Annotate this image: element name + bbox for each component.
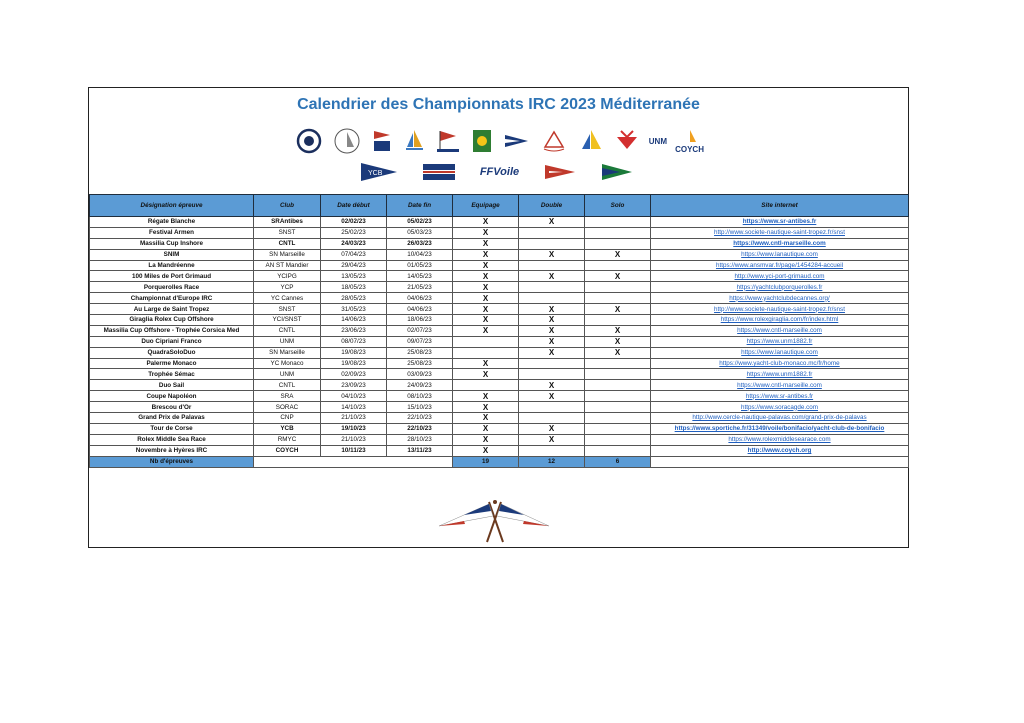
- event-date-fin: 28/10/23: [387, 434, 453, 445]
- event-date-debut: 19/08/23: [321, 358, 387, 369]
- event-date-fin: 04/06/23: [387, 304, 453, 315]
- event-site-link[interactable]: https://yachtclubporquerolles.fr: [736, 283, 823, 291]
- event-club: AN ST Mandier: [254, 260, 321, 271]
- logo-sra: [470, 127, 494, 155]
- event-site-link[interactable]: https://www.cntl-marseille.com: [737, 381, 822, 389]
- total-solo: 6: [585, 456, 651, 467]
- table-body: [90, 217, 909, 457]
- event-site: [651, 380, 909, 391]
- table-row: [90, 445, 909, 456]
- event-site-link[interactable]: https://www.sr-antibes.fr: [742, 218, 817, 226]
- total-double: 12: [519, 456, 585, 467]
- event-site-link[interactable]: https://www.yacht-club-monaco.mc/fr/home: [719, 360, 840, 368]
- event-site-link[interactable]: https://www.cntl-marseille.com: [737, 327, 822, 335]
- event-double: X: [519, 434, 585, 445]
- event-site: [651, 336, 909, 347]
- event-site: [651, 325, 909, 336]
- event-equipage: X: [453, 282, 519, 293]
- logo-yacht-club: [332, 127, 362, 155]
- event-name: Festival Armen: [90, 227, 254, 238]
- event-date-fin: 05/03/23: [387, 227, 453, 238]
- event-equipage: X: [453, 238, 519, 249]
- event-name: Tour de Corse: [90, 423, 254, 434]
- event-club: SNST: [254, 227, 321, 238]
- event-date-debut: 24/03/23: [321, 238, 387, 249]
- event-club: SORAC: [254, 402, 321, 413]
- event-solo: [585, 380, 651, 391]
- event-double: [519, 369, 585, 380]
- logo-pennant: [502, 127, 530, 155]
- logo-sailing: [402, 127, 426, 155]
- event-site: [651, 358, 909, 369]
- coych-sail-icon: [682, 129, 698, 143]
- event-date-debut: 23/09/23: [321, 380, 387, 391]
- event-double: X: [519, 217, 585, 228]
- event-date-fin: 25/08/23: [387, 358, 453, 369]
- event-solo: [585, 282, 651, 293]
- event-name: Porquerolles Race: [90, 282, 254, 293]
- event-name: Novembre à Hyères IRC: [90, 445, 254, 456]
- event-date-fin: 14/05/23: [387, 271, 453, 282]
- event-name: Brescou d'Or: [90, 402, 254, 413]
- event-site: [651, 445, 909, 456]
- event-double: X: [519, 336, 585, 347]
- event-double: [519, 445, 585, 456]
- event-solo: [585, 445, 651, 456]
- event-site: [651, 423, 909, 434]
- event-site-link[interactable]: https://www.sr-antibes.fr: [745, 392, 814, 400]
- event-equipage: X: [453, 325, 519, 336]
- event-solo: [585, 402, 651, 413]
- event-date-debut: 19/10/23: [321, 423, 387, 434]
- logo-yc-monaco: [539, 127, 569, 155]
- logo-unm: UNM: [648, 136, 667, 146]
- event-equipage: X: [453, 369, 519, 380]
- logo-flag-red: [543, 162, 577, 182]
- event-equipage: X: [453, 304, 519, 315]
- event-solo: [585, 413, 651, 424]
- event-date-debut: 02/02/23: [321, 217, 387, 228]
- event-date-fin: 18/06/23: [387, 315, 453, 326]
- event-date-fin: 02/07/23: [387, 325, 453, 336]
- club-logos-row-1: [294, 126, 704, 156]
- event-site-link[interactable]: http://www.coych.org: [747, 447, 812, 455]
- event-site-link[interactable]: https://www.rolexgiraglia.com/fr/index.html: [720, 316, 839, 324]
- event-date-debut: 25/02/23: [321, 227, 387, 238]
- event-date-debut: 14/10/23: [321, 402, 387, 413]
- event-name: Trophée Sémac: [90, 369, 254, 380]
- table-row: [90, 358, 909, 369]
- event-site: [651, 249, 909, 260]
- event-double: X: [519, 325, 585, 336]
- event-equipage: X: [453, 413, 519, 424]
- event-club: SRAntibes: [254, 217, 321, 228]
- event-double: [519, 260, 585, 271]
- event-site: [651, 293, 909, 304]
- table-row: [90, 391, 909, 402]
- event-date-fin: 03/09/23: [387, 369, 453, 380]
- table-row: [90, 402, 909, 413]
- event-name: Au Large de Saint Tropez: [90, 304, 254, 315]
- event-date-debut: 28/05/23: [321, 293, 387, 304]
- table-row: [90, 282, 909, 293]
- total-equipage: 19: [453, 456, 519, 467]
- event-club: COYCH: [254, 445, 321, 456]
- event-double: [519, 282, 585, 293]
- event-name: Massilia Cup Offshore - Trophée Corsica Med: [90, 325, 254, 336]
- event-equipage: X: [453, 423, 519, 434]
- col-date-debut: Date début: [321, 195, 387, 217]
- event-equipage: X: [453, 260, 519, 271]
- event-name: Palerme Monaco: [90, 358, 254, 369]
- event-club: CNP: [254, 413, 321, 424]
- event-solo: [585, 391, 651, 402]
- event-site: [651, 282, 909, 293]
- event-site: [651, 260, 909, 271]
- event-name: SNIM: [90, 249, 254, 260]
- event-equipage: X: [453, 249, 519, 260]
- calendar-sheet: [88, 87, 909, 548]
- event-date-fin: 22/10/23: [387, 413, 453, 424]
- event-date-debut: 08/07/23: [321, 336, 387, 347]
- col-site: Site internet: [651, 195, 909, 217]
- event-club: RMYC: [254, 434, 321, 445]
- table-row: [90, 271, 909, 282]
- logo-ycp: [600, 162, 634, 182]
- event-club: SN Marseille: [254, 347, 321, 358]
- event-date-fin: 13/11/23: [387, 445, 453, 456]
- event-site-link[interactable]: http://www.cercle-nautique-palavas.com/grand-prix-de-palavas: [692, 414, 867, 422]
- event-date-fin: 21/05/23: [387, 282, 453, 293]
- event-club: CNTL: [254, 325, 321, 336]
- table-row: [90, 238, 909, 249]
- event-solo: X: [585, 325, 651, 336]
- event-equipage: X: [453, 271, 519, 282]
- event-equipage: X: [453, 358, 519, 369]
- table-row: [90, 369, 909, 380]
- logo-flag-blue: [422, 162, 456, 182]
- event-date-fin: 09/07/23: [387, 336, 453, 347]
- event-site: [651, 217, 909, 228]
- event-solo: [585, 260, 651, 271]
- event-equipage: [453, 336, 519, 347]
- event-site-link[interactable]: http://www.societe-nautique-saint-tropez.fr/snst: [714, 229, 845, 237]
- logo-cnm: [294, 128, 324, 154]
- logo-snst: [434, 127, 462, 155]
- event-site: [651, 271, 909, 282]
- event-site: [651, 304, 909, 315]
- event-club: YC Cannes: [254, 293, 321, 304]
- event-club: YCIPG: [254, 271, 321, 282]
- event-double: [519, 227, 585, 238]
- event-date-debut: 23/06/23: [321, 325, 387, 336]
- table-header-row: [90, 195, 909, 217]
- event-double: [519, 413, 585, 424]
- event-name: Duo Sail: [90, 380, 254, 391]
- event-date-debut: 21/10/23: [321, 434, 387, 445]
- event-name: Massilia Cup Inshore: [90, 238, 254, 249]
- event-site-link[interactable]: https://www.yachtclubdecannes.org/: [729, 294, 830, 302]
- event-solo: [585, 434, 651, 445]
- event-site: [651, 434, 909, 445]
- totals-row: [90, 456, 909, 467]
- logo-unm-mark: [613, 127, 641, 155]
- event-equipage: X: [453, 402, 519, 413]
- event-date-fin: 15/10/23: [387, 402, 453, 413]
- event-solo: X: [585, 304, 651, 315]
- event-site: [651, 238, 909, 249]
- event-site-link[interactable]: https://www.lanautique.com: [741, 251, 818, 259]
- event-site-link[interactable]: https://www.unm1882.fr: [746, 370, 813, 378]
- event-double: X: [519, 391, 585, 402]
- logo-cntl: [577, 127, 605, 155]
- event-name: Duo Cipriani Franco: [90, 336, 254, 347]
- table-row: [90, 227, 909, 238]
- col-double: Double: [519, 195, 585, 217]
- event-equipage: X: [453, 217, 519, 228]
- event-site: [651, 402, 909, 413]
- logo-ycb-label: YCB: [368, 170, 383, 177]
- event-double: [519, 238, 585, 249]
- event-date-debut: 19/08/23: [321, 347, 387, 358]
- event-solo: X: [585, 347, 651, 358]
- event-date-debut: 02/09/23: [321, 369, 387, 380]
- event-site-link[interactable]: https://www.unm1882.fr: [746, 338, 813, 346]
- event-date-fin: 01/05/23: [387, 260, 453, 271]
- event-site: [651, 227, 909, 238]
- event-club: CNTL: [254, 238, 321, 249]
- event-date-debut: 10/11/23: [321, 445, 387, 456]
- table-row: [90, 315, 909, 326]
- event-club: SNST: [254, 304, 321, 315]
- event-site-link[interactable]: https://www.ansmvar.fr/page/1454284-accueil: [715, 262, 844, 269]
- club-logos-row-2: [359, 160, 634, 184]
- totals-site-blank: [651, 456, 909, 467]
- event-site-link[interactable]: https://www.soracagde.com: [741, 403, 818, 411]
- table-row: [90, 260, 909, 271]
- event-site-link[interactable]: https://www.lanautique.com: [741, 349, 818, 357]
- event-club: YC Monaco: [254, 358, 321, 369]
- event-site: [651, 413, 909, 424]
- event-double: [519, 293, 585, 304]
- event-site: [651, 315, 909, 326]
- event-date-fin: 10/04/23: [387, 249, 453, 260]
- event-double: X: [519, 380, 585, 391]
- col-club: Club: [254, 195, 321, 217]
- event-site-link[interactable]: https://www.sportiche.fr/31349/voile/bonifacio/yacht-club-de-bonifacio: [674, 425, 885, 433]
- event-site: [651, 369, 909, 380]
- table-row: [90, 380, 909, 391]
- event-equipage: [453, 380, 519, 391]
- event-date-debut: 29/04/23: [321, 260, 387, 271]
- event-solo: [585, 358, 651, 369]
- event-solo: X: [585, 336, 651, 347]
- table-row: [90, 304, 909, 315]
- totals-blank: [254, 456, 453, 467]
- totals-label: Nb d'épreuves: [90, 456, 254, 467]
- event-date-fin: 24/09/23: [387, 380, 453, 391]
- event-double: X: [519, 423, 585, 434]
- event-equipage: X: [453, 391, 519, 402]
- event-double: X: [519, 347, 585, 358]
- event-club: UNM: [254, 369, 321, 380]
- event-name: Championnat d'Europe IRC: [90, 293, 254, 304]
- event-club: CNTL: [254, 380, 321, 391]
- event-date-debut: 04/10/23: [321, 391, 387, 402]
- event-site-link[interactable]: http://www.societe-nautique-saint-tropez.fr/snst: [714, 305, 845, 313]
- table-row: [90, 413, 909, 424]
- event-name: La Mandréenne: [90, 260, 254, 271]
- table-row: [90, 423, 909, 434]
- event-site-link[interactable]: http://www.yci-port-grimaud.com: [734, 272, 825, 280]
- event-solo: [585, 315, 651, 326]
- logo-coych-label: COYCH: [675, 144, 704, 154]
- event-name: 100 Miles de Port Grimaud: [90, 271, 254, 282]
- logo-coych: [675, 129, 704, 154]
- col-solo: Solo: [585, 195, 651, 217]
- event-double: X: [519, 304, 585, 315]
- event-date-fin: 04/06/23: [387, 293, 453, 304]
- table-row: [90, 217, 909, 228]
- event-name: Giraglia Rolex Cup Offshore: [90, 315, 254, 326]
- event-solo: [585, 423, 651, 434]
- event-double: X: [519, 249, 585, 260]
- event-site-link[interactable]: https://www.rolexmiddlesearace.com: [728, 436, 831, 444]
- event-club: SN Marseille: [254, 249, 321, 260]
- event-equipage: X: [453, 227, 519, 238]
- event-solo: X: [585, 249, 651, 260]
- event-solo: [585, 227, 651, 238]
- event-name: QuadraSoloDuo: [90, 347, 254, 358]
- event-equipage: X: [453, 434, 519, 445]
- event-solo: [585, 217, 651, 228]
- event-club: SRA: [254, 391, 321, 402]
- event-equipage: X: [453, 293, 519, 304]
- logo-ffvoile: FFVoile: [479, 166, 520, 178]
- event-date-debut: 07/04/23: [321, 249, 387, 260]
- event-solo: [585, 238, 651, 249]
- col-designation: Désignation épreuve: [90, 195, 254, 217]
- table-row: [90, 325, 909, 336]
- event-name: Rolex Middle Sea Race: [90, 434, 254, 445]
- event-date-debut: 13/05/23: [321, 271, 387, 282]
- event-solo: X: [585, 271, 651, 282]
- event-double: X: [519, 315, 585, 326]
- event-date-fin: 25/08/23: [387, 347, 453, 358]
- event-date-fin: 08/10/23: [387, 391, 453, 402]
- col-equipage: Equipage: [453, 195, 519, 217]
- table-row: [90, 336, 909, 347]
- event-solo: [585, 369, 651, 380]
- events-table: [89, 194, 909, 468]
- event-date-debut: 18/05/23: [321, 282, 387, 293]
- event-site: [651, 347, 909, 358]
- event-solo: [585, 293, 651, 304]
- event-club: YCP: [254, 282, 321, 293]
- event-date-fin: 05/02/23: [387, 217, 453, 228]
- table-row: [90, 347, 909, 358]
- event-name: Grand Prix de Palavas: [90, 413, 254, 424]
- page-title: Calendrier des Championnats IRC 2023 Méditerranée: [297, 96, 700, 113]
- event-club: YCI/SNST: [254, 315, 321, 326]
- event-equipage: X: [453, 445, 519, 456]
- event-name: Coupe Napoléon: [90, 391, 254, 402]
- event-date-debut: 14/06/23: [321, 315, 387, 326]
- event-equipage: [453, 347, 519, 358]
- event-date-debut: 21/10/23: [321, 413, 387, 424]
- table-row: [90, 249, 909, 260]
- event-double: [519, 358, 585, 369]
- logo-ycb: [359, 161, 399, 183]
- table-row: [90, 293, 909, 304]
- event-date-fin: 26/03/23: [387, 238, 453, 249]
- event-site: [651, 391, 909, 402]
- crossed-flags-emblem: [419, 496, 569, 544]
- event-site-link[interactable]: https://www.cntl-marseille.com: [733, 240, 826, 248]
- event-double: X: [519, 271, 585, 282]
- logo-snm: [370, 127, 394, 155]
- events-table-wrapper: [89, 194, 908, 468]
- event-date-debut: 31/05/23: [321, 304, 387, 315]
- table-row: [90, 434, 909, 445]
- event-equipage: X: [453, 315, 519, 326]
- event-club: YCB: [254, 423, 321, 434]
- event-double: [519, 402, 585, 413]
- event-name: Régate Blanche: [90, 217, 254, 228]
- col-date-fin: Date fin: [387, 195, 453, 217]
- event-club: UNM: [254, 336, 321, 347]
- event-date-fin: 22/10/23: [387, 423, 453, 434]
